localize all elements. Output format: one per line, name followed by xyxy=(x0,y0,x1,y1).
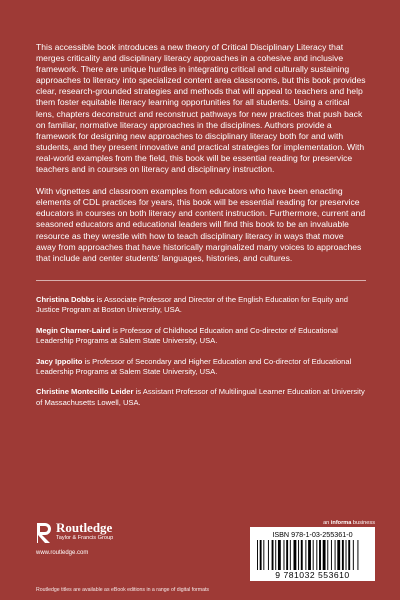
description-paragraph-2: With vignettes and classroom examples from educators who have been enacting elements of CDL practices for years, this book will be essential reading for preservice educators in courses on both literacy and content instruction. Furthermore, current and seasoned educators and educational leaders will find this book to be an invaluable resource as they wrestle with how to teach disciplinary literacy in ways that move away from approaches that have historically marginalized many voices to approaches that include and center students' languages, histories, and cultures. xyxy=(36,186,366,263)
author-bio xyxy=(36,357,366,378)
publisher-logo xyxy=(36,520,186,554)
informa-business-label xyxy=(250,520,375,526)
book-description xyxy=(36,42,366,275)
author-name: Christina Dobbs xyxy=(36,295,95,304)
author-name: Jacy Ippolito xyxy=(36,356,83,366)
author-bio xyxy=(36,387,366,408)
author-name: Megin Charner-Laird xyxy=(36,325,111,335)
divider xyxy=(36,280,366,281)
barcode-digits: 9 781032 553610 xyxy=(275,570,350,580)
publisher-group: Taylor & Francis Group xyxy=(56,535,114,541)
barcode-bars xyxy=(257,540,368,570)
informa-suffix: business xyxy=(351,520,375,526)
author-bio-text: is Professor of Childhood Education and Co-director of Educational Leadership Programs at Salem State University, USA. xyxy=(36,325,338,346)
description-paragraph-1: This accessible book introduces a new theory of Critical Disciplinary Literacy that merges criticality and disciplinary literacy approaches in a cohesive and inclusive framework. There are unique hurdles in integrating critical and culturally sustaining approaches to literacy into specialized content area classrooms, but this book provides clear, research-grounded strategies and methods that will appeal to teachers and help them foster equitable literacy learning opportunities for all students. Using a critical lens, chapters deconstruct and reconstruct pathways for new practices that push back on familiar, normative literacy approaches in the disciplines. Authors provide a framework for designing new approaches to disciplinary literacy both for and with students, and they present innovative and practical strategies for implementation. With real-world examples from the field, this book will be essential reading for preservice teachers and in courses on literacy and disciplinary instruction. xyxy=(36,42,366,175)
informa-name: informa xyxy=(330,520,352,526)
informa-prefix: an xyxy=(323,520,331,526)
author-bio-text: is Assistant Professor of Multilingual Learner Education at University of Massachusetts Lowell, USA. xyxy=(36,387,365,407)
isbn-text: ISBN 978-1-03-255361-0 xyxy=(272,530,353,539)
author-bio xyxy=(36,326,366,347)
publisher-website: www.routledge.com xyxy=(36,550,89,556)
publisher-name: Routledge xyxy=(56,520,113,535)
author-bio-text: is Professor of Secondary and Higher Education and Co-director of Educational Leadership Programs at Salem State University, USA. xyxy=(36,356,352,377)
routledge-logo-icon xyxy=(36,522,52,544)
author-bio-text: is Associate Professor and Director of the English Education for Equity and Justice Program at Boston University, USA. xyxy=(36,295,348,315)
author-bios xyxy=(36,295,366,418)
isbn-barcode xyxy=(250,527,375,581)
author-bio xyxy=(36,295,366,316)
ebook-footnote: Routledge titles are available as eBook editions in a range of digital formats xyxy=(36,587,210,593)
author-name: Christine Montecillo Leider xyxy=(36,387,134,397)
